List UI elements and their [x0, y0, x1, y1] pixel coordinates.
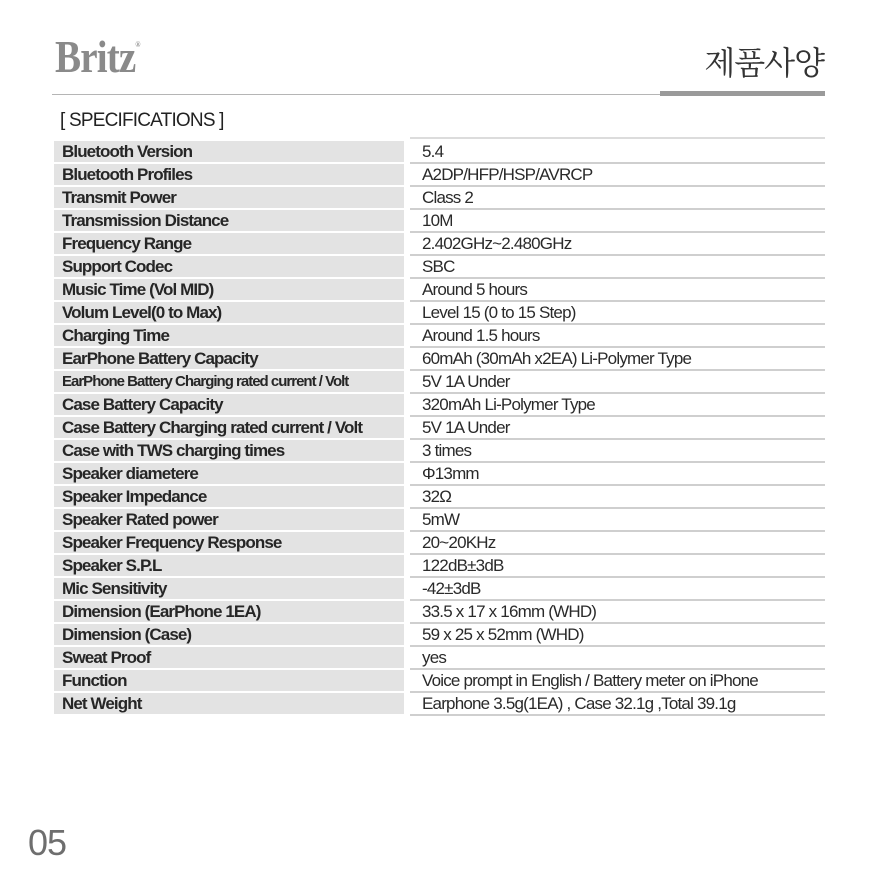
spec-value: 320mAh Li-Polymer Type	[410, 394, 825, 417]
spec-label: Case with TWS charging times	[54, 440, 404, 463]
spec-row	[54, 647, 825, 670]
spec-value: Around 5 hours	[410, 279, 825, 302]
spec-row	[54, 256, 825, 279]
spec-row	[54, 555, 825, 578]
spec-label: Case Battery Capacity	[54, 394, 404, 417]
section-title: [ SPECIFICATIONS ]	[60, 110, 224, 131]
spec-row	[54, 417, 825, 440]
spec-value: Φ13mm	[410, 463, 825, 486]
spec-label: Charging Time	[54, 325, 404, 348]
spec-value: 3 times	[410, 440, 825, 463]
page-title: 제품사양	[704, 44, 824, 82]
spec-value: 10M	[410, 210, 825, 233]
spec-label: Transmission Distance	[54, 210, 404, 233]
spec-value: 2.402GHz~2.480GHz	[410, 233, 825, 256]
spec-label: Speaker Rated power	[54, 509, 404, 532]
spec-label: Speaker Impedance	[54, 486, 404, 509]
spec-value: -42±3dB	[410, 578, 825, 601]
spec-row	[54, 279, 825, 302]
spec-value: Earphone 3.5g(1EA) , Case 32.1g ,Total 39.1g	[410, 693, 825, 716]
spec-row	[54, 210, 825, 233]
spec-row	[54, 601, 825, 624]
brand-name: Britz	[55, 31, 136, 82]
spec-row	[54, 670, 825, 693]
spec-label: Dimension (EarPhone 1EA)	[54, 601, 404, 624]
spec-label: Volum Level(0 to Max)	[54, 302, 404, 325]
spec-label: Music Time (Vol MID)	[54, 279, 404, 302]
spec-row	[54, 164, 825, 187]
spec-row	[54, 624, 825, 647]
spec-value: 5V 1A Under	[410, 417, 825, 440]
spec-row	[54, 463, 825, 486]
spec-label: Support Codec	[54, 256, 404, 279]
spec-row	[54, 486, 825, 509]
spec-value: 59 x 25 x 52mm (WHD)	[410, 624, 825, 647]
spec-label: EarPhone Battery Capacity	[54, 348, 404, 371]
spec-row	[54, 187, 825, 210]
trademark-mark: ®	[135, 40, 140, 49]
spec-row	[54, 302, 825, 325]
brand-logo	[55, 30, 140, 83]
spec-label: EarPhone Battery Charging rated current / Volt	[54, 371, 404, 394]
spec-row	[54, 233, 825, 256]
spec-row	[54, 693, 825, 716]
spec-label: Speaker diametere	[54, 463, 404, 486]
spec-row	[54, 325, 825, 348]
spec-row	[54, 394, 825, 417]
spec-row	[54, 578, 825, 601]
spec-label: Net Weight	[54, 693, 404, 716]
spec-value: 122dB±3dB	[410, 555, 825, 578]
spec-label: Speaker Frequency Response	[54, 532, 404, 555]
spec-label: Function	[54, 670, 404, 693]
spec-label: Speaker S.P.L	[54, 555, 404, 578]
spec-label: Bluetooth Profiles	[54, 164, 404, 187]
spec-value: 60mAh (30mAh x2EA) Li-Polymer Type	[410, 348, 825, 371]
section-divider	[410, 137, 825, 139]
spec-row	[54, 440, 825, 463]
spec-label: Bluetooth Version	[54, 141, 404, 164]
spec-row	[54, 509, 825, 532]
spec-value: 5V 1A Under	[410, 371, 825, 394]
spec-row	[54, 348, 825, 371]
spec-row	[54, 141, 825, 164]
spec-label: Dimension (Case)	[54, 624, 404, 647]
spec-row	[54, 532, 825, 555]
spec-label: Transmit Power	[54, 187, 404, 210]
spec-label: Frequency Range	[54, 233, 404, 256]
spec-value: Around 1.5 hours	[410, 325, 825, 348]
spec-label: Sweat Proof	[54, 647, 404, 670]
spec-value: Class 2	[410, 187, 825, 210]
page-number: 05	[28, 822, 67, 863]
spec-value: SBC	[410, 256, 825, 279]
spec-value: yes	[410, 647, 825, 670]
spec-label: Case Battery Charging rated current / Volt	[54, 417, 404, 440]
spec-value: 32Ω	[410, 486, 825, 509]
spec-value: A2DP/HFP/HSP/AVRCP	[410, 164, 825, 187]
spec-value: 5mW	[410, 509, 825, 532]
spec-value: 33.5 x 17 x 16mm (WHD)	[410, 601, 825, 624]
spec-value: 20~20KHz	[410, 532, 825, 555]
spec-label: Mic Sensitivity	[54, 578, 404, 601]
spec-value: Level 15 (0 to 15 Step)	[410, 302, 825, 325]
spec-table	[54, 141, 825, 716]
spec-value: Voice prompt in English / Battery meter on iPhone	[410, 670, 825, 693]
spec-row	[54, 371, 825, 394]
header-accent-bar	[660, 91, 825, 96]
spec-value: 5.4	[410, 141, 825, 164]
